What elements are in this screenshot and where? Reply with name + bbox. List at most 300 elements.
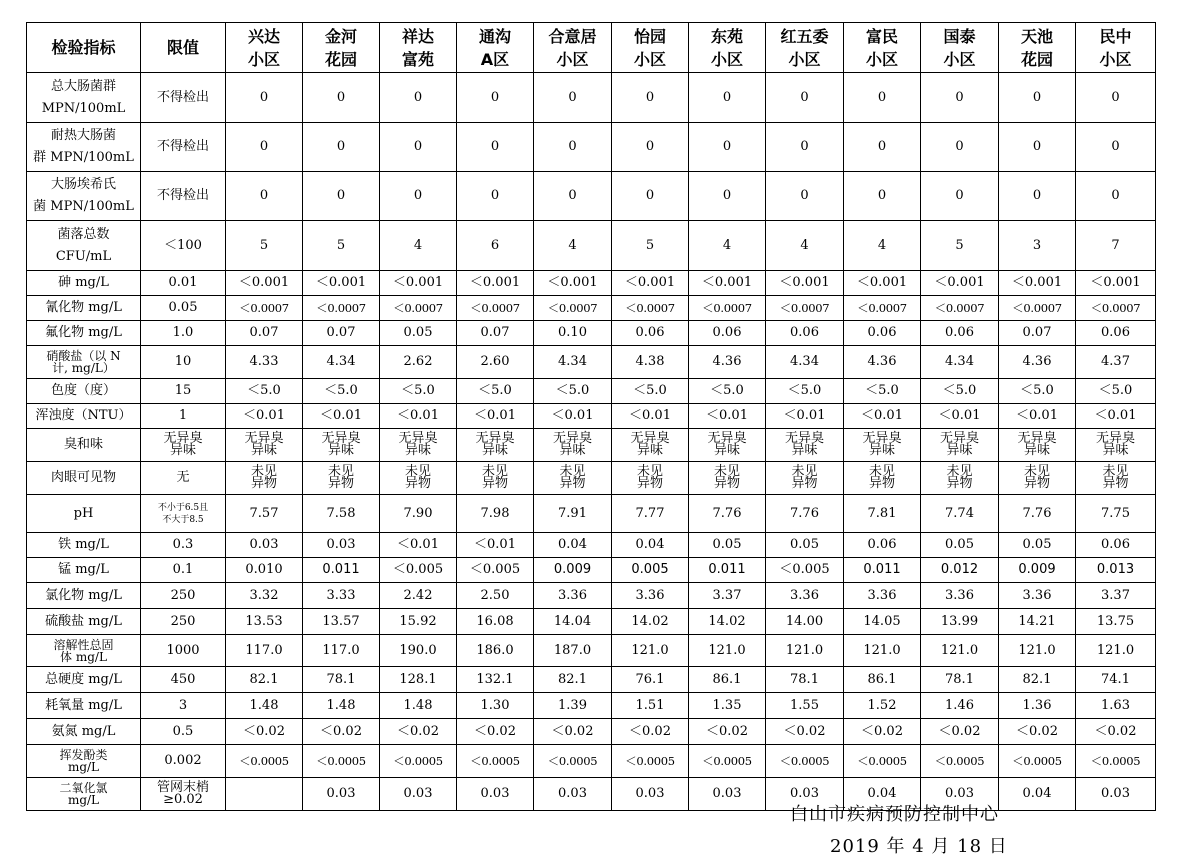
value-cell: 0 bbox=[226, 73, 303, 123]
value-cell: 13.75 bbox=[1076, 609, 1156, 635]
text-line: 异物 bbox=[559, 476, 586, 491]
value-cell: 0.04 bbox=[844, 778, 921, 811]
value-cell: 132.1 bbox=[457, 667, 534, 693]
value-cell: 0.03 bbox=[303, 778, 380, 811]
text-line: ＜100 bbox=[164, 237, 202, 253]
text-line: 无异臭 bbox=[707, 431, 747, 446]
text-line: 小区 bbox=[556, 49, 589, 69]
text-line: 450 bbox=[170, 671, 196, 687]
text-line: 无异臭 bbox=[163, 431, 203, 446]
text-line: 15 bbox=[174, 383, 192, 398]
text-line: 花园 bbox=[324, 49, 357, 69]
text-line: 无异臭 bbox=[475, 431, 515, 446]
value-cell: 4.36 bbox=[689, 346, 766, 379]
value-cell: 121.0 bbox=[766, 635, 844, 667]
value-cell: ＜0.01 bbox=[766, 404, 844, 429]
text-line: 挥发酚类 bbox=[59, 748, 108, 762]
limit-cell bbox=[141, 778, 226, 811]
text-line: 1.0 bbox=[172, 325, 194, 340]
text-line: 不小于6.5且 bbox=[157, 502, 209, 513]
value-cell: 0.03 bbox=[534, 778, 612, 811]
text-line: 小区 bbox=[633, 49, 666, 69]
text-line: 未见 bbox=[559, 464, 586, 479]
text-line: 臭和味 bbox=[63, 437, 103, 452]
text-line: 不得检出 bbox=[156, 188, 209, 203]
text-line: mg/L bbox=[67, 793, 100, 807]
text-line: 氟化物 mg/L bbox=[45, 325, 122, 340]
text-line: 异味 bbox=[250, 443, 277, 458]
value-cell: 0.06 bbox=[766, 321, 844, 346]
limit-cell bbox=[141, 404, 226, 429]
value-cell: ＜0.0007 bbox=[921, 296, 999, 321]
text-line: 无异臭 bbox=[321, 431, 361, 446]
text-line: 未见 bbox=[481, 464, 508, 479]
limit-cell bbox=[141, 635, 226, 667]
value-cell: 0 bbox=[1076, 172, 1156, 221]
value-cell: 4.34 bbox=[766, 346, 844, 379]
text-line: 小区 bbox=[710, 49, 743, 69]
value-cell: 0 bbox=[999, 73, 1076, 123]
value-cell: ＜0.005 bbox=[766, 558, 844, 583]
text-line: 异味 bbox=[636, 443, 663, 458]
text-line: 体 mg/L bbox=[60, 649, 107, 664]
text-line: 无异臭 bbox=[244, 431, 284, 446]
text-line: 管网末梢 bbox=[156, 780, 209, 795]
indicator-cell bbox=[27, 379, 141, 404]
value-cell: 0 bbox=[999, 172, 1076, 221]
text-line: 小区 bbox=[247, 49, 280, 69]
indicator-cell bbox=[27, 221, 141, 271]
value-cell bbox=[534, 462, 612, 495]
value-cell: 0 bbox=[689, 172, 766, 221]
value-cell: ＜0.0007 bbox=[999, 296, 1076, 321]
value-cell: ＜0.001 bbox=[380, 271, 457, 296]
value-cell: ＜0.001 bbox=[534, 271, 612, 296]
limit-cell bbox=[141, 495, 226, 533]
value-cell: 7.74 bbox=[921, 495, 999, 533]
value-cell: ＜0.02 bbox=[844, 719, 921, 745]
value-cell: ＜0.001 bbox=[303, 271, 380, 296]
value-cell bbox=[766, 429, 844, 462]
limit-cell bbox=[141, 172, 226, 221]
text-line: 砷 mg/L bbox=[58, 275, 109, 290]
text-line: 无异臭 bbox=[552, 431, 592, 446]
value-cell: ＜0.02 bbox=[766, 719, 844, 745]
value-cell: 82.1 bbox=[226, 667, 303, 693]
value-cell: 0.011 bbox=[689, 558, 766, 583]
value-cell: 3.36 bbox=[534, 583, 612, 609]
value-cell bbox=[766, 462, 844, 495]
value-cell: 0 bbox=[380, 172, 457, 221]
text-line: 二氧化氯 bbox=[59, 781, 108, 795]
header-site-5 bbox=[534, 23, 612, 73]
value-cell: 5 bbox=[921, 221, 999, 271]
text-line: 1000 bbox=[166, 642, 200, 658]
value-cell: 4.36 bbox=[999, 346, 1076, 379]
value-cell: 0 bbox=[844, 73, 921, 123]
value-cell: 7 bbox=[1076, 221, 1156, 271]
value-cell: 7.76 bbox=[766, 495, 844, 533]
text-line: 未见 bbox=[1023, 464, 1050, 479]
value-cell: ＜0.02 bbox=[380, 719, 457, 745]
value-cell: 0.03 bbox=[921, 778, 999, 811]
value-cell: 0.06 bbox=[612, 321, 689, 346]
value-cell: 4 bbox=[844, 221, 921, 271]
header-site-12 bbox=[1076, 23, 1156, 73]
header-site-4 bbox=[457, 23, 534, 73]
value-cell: 3.36 bbox=[844, 583, 921, 609]
indicator-cell bbox=[27, 719, 141, 745]
value-cell: 4.38 bbox=[612, 346, 689, 379]
text-line: MPN/100mL bbox=[41, 100, 126, 116]
table-row bbox=[27, 73, 1156, 123]
value-cell: 4.33 bbox=[226, 346, 303, 379]
value-cell: 0 bbox=[226, 123, 303, 172]
value-cell: 86.1 bbox=[844, 667, 921, 693]
value-cell bbox=[921, 462, 999, 495]
water-quality-report-table-wrapper bbox=[26, 22, 1155, 811]
limit-cell bbox=[141, 558, 226, 583]
value-cell: ＜0.01 bbox=[612, 404, 689, 429]
header-limit bbox=[141, 23, 226, 73]
value-cell: ＜0.0007 bbox=[844, 296, 921, 321]
text-line: 异物 bbox=[1023, 476, 1050, 491]
value-cell: ＜5.0 bbox=[921, 379, 999, 404]
value-cell: 121.0 bbox=[1076, 635, 1156, 667]
value-cell: 4.34 bbox=[921, 346, 999, 379]
limit-cell bbox=[141, 745, 226, 778]
value-cell: ＜5.0 bbox=[844, 379, 921, 404]
value-cell: 7.57 bbox=[226, 495, 303, 533]
text-line: 无异臭 bbox=[630, 431, 670, 446]
table-row bbox=[27, 404, 1156, 429]
value-cell: 0 bbox=[999, 123, 1076, 172]
limit-cell bbox=[141, 221, 226, 271]
text-line: 异物 bbox=[481, 476, 508, 491]
value-cell: 0 bbox=[689, 123, 766, 172]
value-cell: 0 bbox=[766, 172, 844, 221]
report-date: 2019 年 4 月 18 日 bbox=[830, 836, 1008, 857]
value-cell: 7.81 bbox=[844, 495, 921, 533]
value-cell: ＜0.001 bbox=[844, 271, 921, 296]
text-line: 天池 bbox=[1020, 26, 1053, 46]
value-cell bbox=[457, 429, 534, 462]
value-cell: ＜0.001 bbox=[766, 271, 844, 296]
value-cell: 7.98 bbox=[457, 495, 534, 533]
limit-cell bbox=[141, 321, 226, 346]
value-cell: 121.0 bbox=[921, 635, 999, 667]
value-cell: 0.07 bbox=[226, 321, 303, 346]
header-site-3 bbox=[380, 23, 457, 73]
value-cell: 16.08 bbox=[457, 609, 534, 635]
value-cell: ＜5.0 bbox=[612, 379, 689, 404]
text-line: 计, mg/L） bbox=[52, 361, 115, 375]
value-cell: 14.04 bbox=[534, 609, 612, 635]
table-row bbox=[27, 123, 1156, 172]
value-cell: 0 bbox=[921, 73, 999, 123]
text-line: 未见 bbox=[1102, 464, 1129, 479]
value-cell: 2.50 bbox=[457, 583, 534, 609]
text-line: 异物 bbox=[868, 476, 895, 491]
text-line: 耐热大肠菌 bbox=[50, 128, 116, 143]
header-site-2 bbox=[303, 23, 380, 73]
value-cell bbox=[380, 462, 457, 495]
header-site-6 bbox=[612, 23, 689, 73]
value-cell: ＜0.005 bbox=[457, 558, 534, 583]
value-cell: 4.36 bbox=[844, 346, 921, 379]
text-line: 异味 bbox=[559, 443, 586, 458]
value-cell: 117.0 bbox=[226, 635, 303, 667]
value-cell: ＜0.01 bbox=[921, 404, 999, 429]
value-cell: ＜0.0007 bbox=[689, 296, 766, 321]
text-line: ≥0.02 bbox=[163, 792, 203, 807]
text-line: 不大于8.5 bbox=[162, 514, 204, 525]
value-cell: 0.10 bbox=[534, 321, 612, 346]
value-cell: ＜0.01 bbox=[1076, 404, 1156, 429]
value-cell: 0 bbox=[303, 123, 380, 172]
text-line: 异物 bbox=[791, 476, 818, 491]
value-cell: 0.06 bbox=[844, 533, 921, 558]
indicator-cell bbox=[27, 123, 141, 172]
value-cell: ＜0.0005 bbox=[612, 745, 689, 778]
value-cell: 0.06 bbox=[689, 321, 766, 346]
text-line: 小区 bbox=[788, 49, 821, 69]
text-line: 小区 bbox=[943, 49, 976, 69]
value-cell: ＜0.0007 bbox=[1076, 296, 1156, 321]
value-cell: 76.1 bbox=[612, 667, 689, 693]
table-row bbox=[27, 745, 1156, 778]
value-cell: ＜5.0 bbox=[766, 379, 844, 404]
indicator-cell bbox=[27, 693, 141, 719]
value-cell: ＜0.0005 bbox=[226, 745, 303, 778]
value-cell: 121.0 bbox=[612, 635, 689, 667]
value-cell: 5 bbox=[303, 221, 380, 271]
value-cell: 0.06 bbox=[1076, 533, 1156, 558]
value-cell: 0 bbox=[844, 172, 921, 221]
text-line: 3 bbox=[178, 697, 188, 713]
value-cell: 1.39 bbox=[534, 693, 612, 719]
indicator-cell bbox=[27, 404, 141, 429]
value-cell: ＜0.02 bbox=[457, 719, 534, 745]
text-line: 异物 bbox=[946, 476, 973, 491]
value-cell: 1.55 bbox=[766, 693, 844, 719]
text-line: 无异臭 bbox=[398, 431, 438, 446]
indicator-cell bbox=[27, 172, 141, 221]
value-cell: 0.03 bbox=[226, 533, 303, 558]
limit-cell bbox=[141, 429, 226, 462]
text-line: 硫酸盐 mg/L bbox=[45, 613, 122, 629]
value-cell: 3.37 bbox=[1076, 583, 1156, 609]
value-cell: 0.06 bbox=[1076, 321, 1156, 346]
value-cell: 0 bbox=[612, 123, 689, 172]
value-cell: 3.36 bbox=[766, 583, 844, 609]
value-cell: ＜0.0007 bbox=[457, 296, 534, 321]
text-line: 东苑 bbox=[710, 26, 743, 46]
value-cell: 1.52 bbox=[844, 693, 921, 719]
table-row bbox=[27, 609, 1156, 635]
indicator-cell bbox=[27, 429, 141, 462]
value-cell: 0.005 bbox=[612, 558, 689, 583]
text-line: 未见 bbox=[636, 464, 663, 479]
value-cell: ＜0.02 bbox=[921, 719, 999, 745]
value-cell: 0.05 bbox=[380, 321, 457, 346]
value-cell: 128.1 bbox=[380, 667, 457, 693]
value-cell: ＜0.02 bbox=[303, 719, 380, 745]
indicator-cell bbox=[27, 667, 141, 693]
table-row bbox=[27, 495, 1156, 533]
value-cell: 15.92 bbox=[380, 609, 457, 635]
limit-cell bbox=[141, 123, 226, 172]
value-cell: 3.36 bbox=[612, 583, 689, 609]
value-cell: 14.00 bbox=[766, 609, 844, 635]
value-cell: 0 bbox=[303, 73, 380, 123]
text-line: 菌落总数 bbox=[57, 226, 110, 242]
value-cell: ＜0.001 bbox=[921, 271, 999, 296]
text-line: 未见 bbox=[713, 464, 740, 479]
text-line: 金河 bbox=[324, 26, 357, 46]
indicator-cell bbox=[27, 778, 141, 811]
text-line: 异味 bbox=[1102, 443, 1129, 458]
value-cell bbox=[844, 429, 921, 462]
limit-cell bbox=[141, 609, 226, 635]
indicator-cell bbox=[27, 296, 141, 321]
value-cell: ＜0.01 bbox=[226, 404, 303, 429]
value-cell: 0.011 bbox=[844, 558, 921, 583]
table-row bbox=[27, 271, 1156, 296]
value-cell: 117.0 bbox=[303, 635, 380, 667]
value-cell: 0.03 bbox=[380, 778, 457, 811]
limit-cell bbox=[141, 346, 226, 379]
text-line: 不得检出 bbox=[156, 139, 209, 154]
value-cell: ＜0.0007 bbox=[534, 296, 612, 321]
text-line: 异味 bbox=[713, 443, 740, 458]
text-line: 氨氮 mg/L bbox=[51, 723, 116, 739]
limit-cell bbox=[141, 583, 226, 609]
table-row bbox=[27, 667, 1156, 693]
text-line: 异味 bbox=[404, 443, 431, 458]
value-cell: 78.1 bbox=[766, 667, 844, 693]
value-cell: ＜0.02 bbox=[534, 719, 612, 745]
value-cell: ＜5.0 bbox=[999, 379, 1076, 404]
value-cell bbox=[999, 429, 1076, 462]
value-cell: 0 bbox=[766, 73, 844, 123]
value-cell: ＜0.0005 bbox=[921, 745, 999, 778]
value-cell: 0.03 bbox=[1076, 778, 1156, 811]
text-line: 异味 bbox=[791, 443, 818, 458]
value-cell: 1.46 bbox=[921, 693, 999, 719]
value-cell: 0 bbox=[689, 73, 766, 123]
text-line: 锰 mg/L bbox=[58, 562, 109, 577]
text-line: 未见 bbox=[791, 464, 818, 479]
text-line: 肉眼可见物 bbox=[50, 470, 116, 485]
value-cell: 0.07 bbox=[457, 321, 534, 346]
header-site-8 bbox=[766, 23, 844, 73]
value-cell bbox=[1076, 462, 1156, 495]
value-cell: ＜5.0 bbox=[1076, 379, 1156, 404]
value-cell: ＜0.005 bbox=[380, 558, 457, 583]
value-cell: 0 bbox=[921, 172, 999, 221]
value-cell: 0.013 bbox=[1076, 558, 1156, 583]
indicator-cell bbox=[27, 533, 141, 558]
value-cell: 190.0 bbox=[380, 635, 457, 667]
value-cell bbox=[689, 462, 766, 495]
text-line: 0.3 bbox=[172, 537, 194, 552]
value-cell: ＜0.0005 bbox=[999, 745, 1076, 778]
text-line: 祥达 bbox=[401, 26, 434, 46]
value-cell: 2.62 bbox=[380, 346, 457, 379]
value-cell: ＜0.0007 bbox=[303, 296, 380, 321]
table-row bbox=[27, 583, 1156, 609]
value-cell: ＜0.01 bbox=[457, 404, 534, 429]
value-cell: ＜0.02 bbox=[612, 719, 689, 745]
text-line: 耗氧量 mg/L bbox=[45, 697, 122, 713]
text-line: 小区 bbox=[865, 49, 898, 69]
value-cell: ＜0.0005 bbox=[844, 745, 921, 778]
value-cell: 0 bbox=[457, 172, 534, 221]
value-cell: 1.51 bbox=[612, 693, 689, 719]
text-line: 未见 bbox=[868, 464, 895, 479]
value-cell: 13.99 bbox=[921, 609, 999, 635]
value-cell: 121.0 bbox=[844, 635, 921, 667]
value-cell: 0 bbox=[534, 123, 612, 172]
value-cell: 0.04 bbox=[999, 778, 1076, 811]
value-cell: 0.07 bbox=[999, 321, 1076, 346]
value-cell: ＜5.0 bbox=[226, 379, 303, 404]
value-cell: 1.48 bbox=[380, 693, 457, 719]
value-cell bbox=[1076, 429, 1156, 462]
value-cell: 4.37 bbox=[1076, 346, 1156, 379]
limit-cell bbox=[141, 296, 226, 321]
value-cell: 0 bbox=[303, 172, 380, 221]
header-site-7 bbox=[689, 23, 766, 73]
header-site-1 bbox=[226, 23, 303, 73]
text-line: 富苑 bbox=[401, 49, 434, 69]
value-cell: ＜0.01 bbox=[303, 404, 380, 429]
text-line: 未见 bbox=[327, 464, 354, 479]
text-line: 0.01 bbox=[168, 275, 198, 290]
indicator-cell bbox=[27, 635, 141, 667]
indicator-cell bbox=[27, 745, 141, 778]
text-line: 小区 bbox=[1099, 49, 1132, 69]
value-cell: 7.77 bbox=[612, 495, 689, 533]
value-cell: 86.1 bbox=[689, 667, 766, 693]
indicator-cell bbox=[27, 558, 141, 583]
value-cell: 0.07 bbox=[303, 321, 380, 346]
value-cell: 4 bbox=[689, 221, 766, 271]
header-site-9 bbox=[844, 23, 921, 73]
value-cell: 0 bbox=[844, 123, 921, 172]
text-line: 氯化物 mg/L bbox=[45, 587, 122, 603]
text-line: 10 bbox=[174, 354, 192, 369]
indicator-cell bbox=[27, 346, 141, 379]
text-line: 通沟 bbox=[478, 26, 511, 46]
header-site-10 bbox=[921, 23, 999, 73]
text-line: 无异臭 bbox=[1017, 431, 1057, 446]
value-cell: 5 bbox=[226, 221, 303, 271]
text-line: 国泰 bbox=[943, 26, 976, 46]
limit-cell bbox=[141, 719, 226, 745]
indicator-cell bbox=[27, 495, 141, 533]
table-row bbox=[27, 429, 1156, 462]
indicator-cell bbox=[27, 73, 141, 123]
value-cell: 0 bbox=[1076, 123, 1156, 172]
text-line: 异物 bbox=[404, 476, 431, 491]
value-cell: 1.35 bbox=[689, 693, 766, 719]
value-cell: 0.05 bbox=[766, 533, 844, 558]
value-cell: ＜0.01 bbox=[844, 404, 921, 429]
indicator-cell bbox=[27, 462, 141, 495]
value-cell: 3.33 bbox=[303, 583, 380, 609]
